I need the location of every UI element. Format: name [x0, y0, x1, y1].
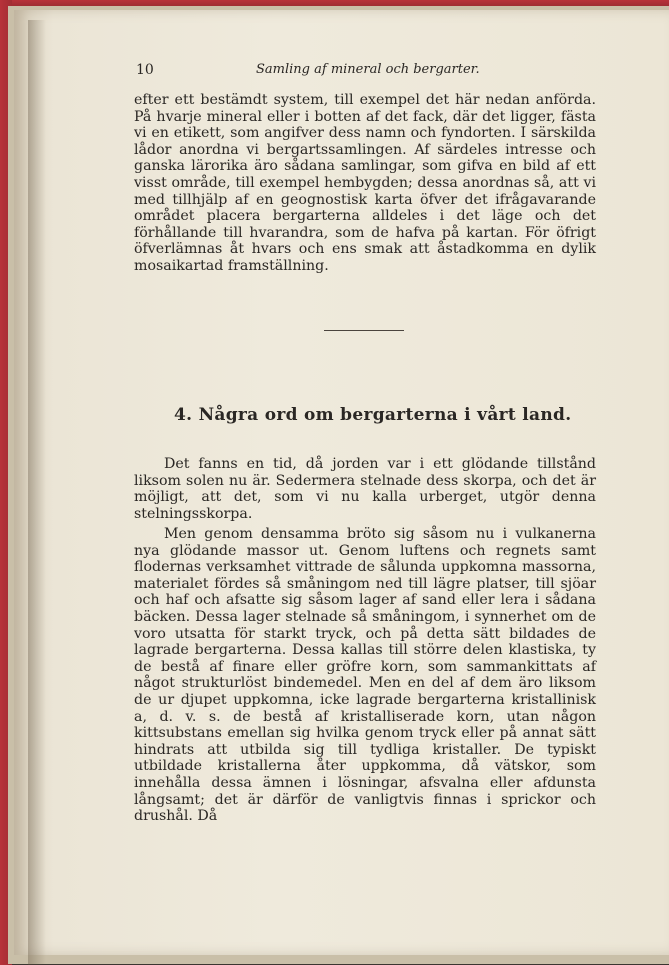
book-page: [14, 10, 669, 955]
page-header: [136, 62, 606, 86]
paragraph-1: efter ett bestämdt system, till exempel det här nedan anförda. På hvarje mineral eller i botten af det fack, där det ligger, fästa vi en etikett, som angifver dess namn och fyndorten. I särskilda lådor anordna vi bergartssamlingen. Af särdeles intresse och ganska lärorika äro sådana samlingar, som gifva en bild af ett visst område, till exempel hembygden; dessa anordnas så, att vi med tillhjälp af en geognostisk karta öfver det ifrågavarande området placera bergarterna alldeles i det läge och det förhållande till hvarandra, som de hafva på kartan. För öfrigt öfverlämnas åt hvars och ens smak att åstadkomma en dylik mosaikartad framställning.: [134, 92, 596, 274]
section-divider: [324, 330, 404, 331]
section-heading: 4. Några ord om bergarterna i vårt land.: [174, 405, 572, 425]
running-head: Samling af mineral och bergarter.: [256, 62, 480, 77]
paragraph-3: Men genom densamma bröto sig såsom nu i vulkanerna nya glödande massor ut. Genom luftens och regnets samt flodernas verksamhet vittrade de sålunda uppkomna massorna, materialet fördes så småningom ned till lägre platser, till sjöar och haf och afsatte sig såsom lager af sand eller lera i sådana bäcken. Dessa lager stelnade så småningom, i synnerhet om de voro utsatta för starkt tryck, och på detta sätt bildades de lagrade bergarterna. Dessa kallas till större delen klastiska, ty de bestå af finare eller gröfre korn, som sammankittats af något strukturlöst bindemedel. Men en del af dem äro liksom de ur djupet uppkomna, icke lagrade bergarterna kristallinisk a, d. v. s. de bestå af kristalliserade korn, utan någon kittsubstans emellan sig hvilka genom tryck eller på annat sätt hindrats att utbilda sig till tydliga kristaller. De typiskt utbildade kristallerna åter uppkomma, då vätskor, som innehålla dessa ämnen i lösningar, afsvalna eller afdunsta långsamt; det är därför de vanligtvis finnas i sprickor och drushål. Då: [134, 526, 596, 825]
gutter-shadow: [28, 20, 46, 965]
page-number: 10: [136, 62, 154, 78]
paragraph-2: Det fanns en tid, då jorden var i ett glödande tillstånd liksom solen nu är. Sedermera stelnade dess skorpa, och det är möjligt, att det, som vi nu kalla urberget, utgör denna stelningsskorpa.: [134, 456, 596, 522]
